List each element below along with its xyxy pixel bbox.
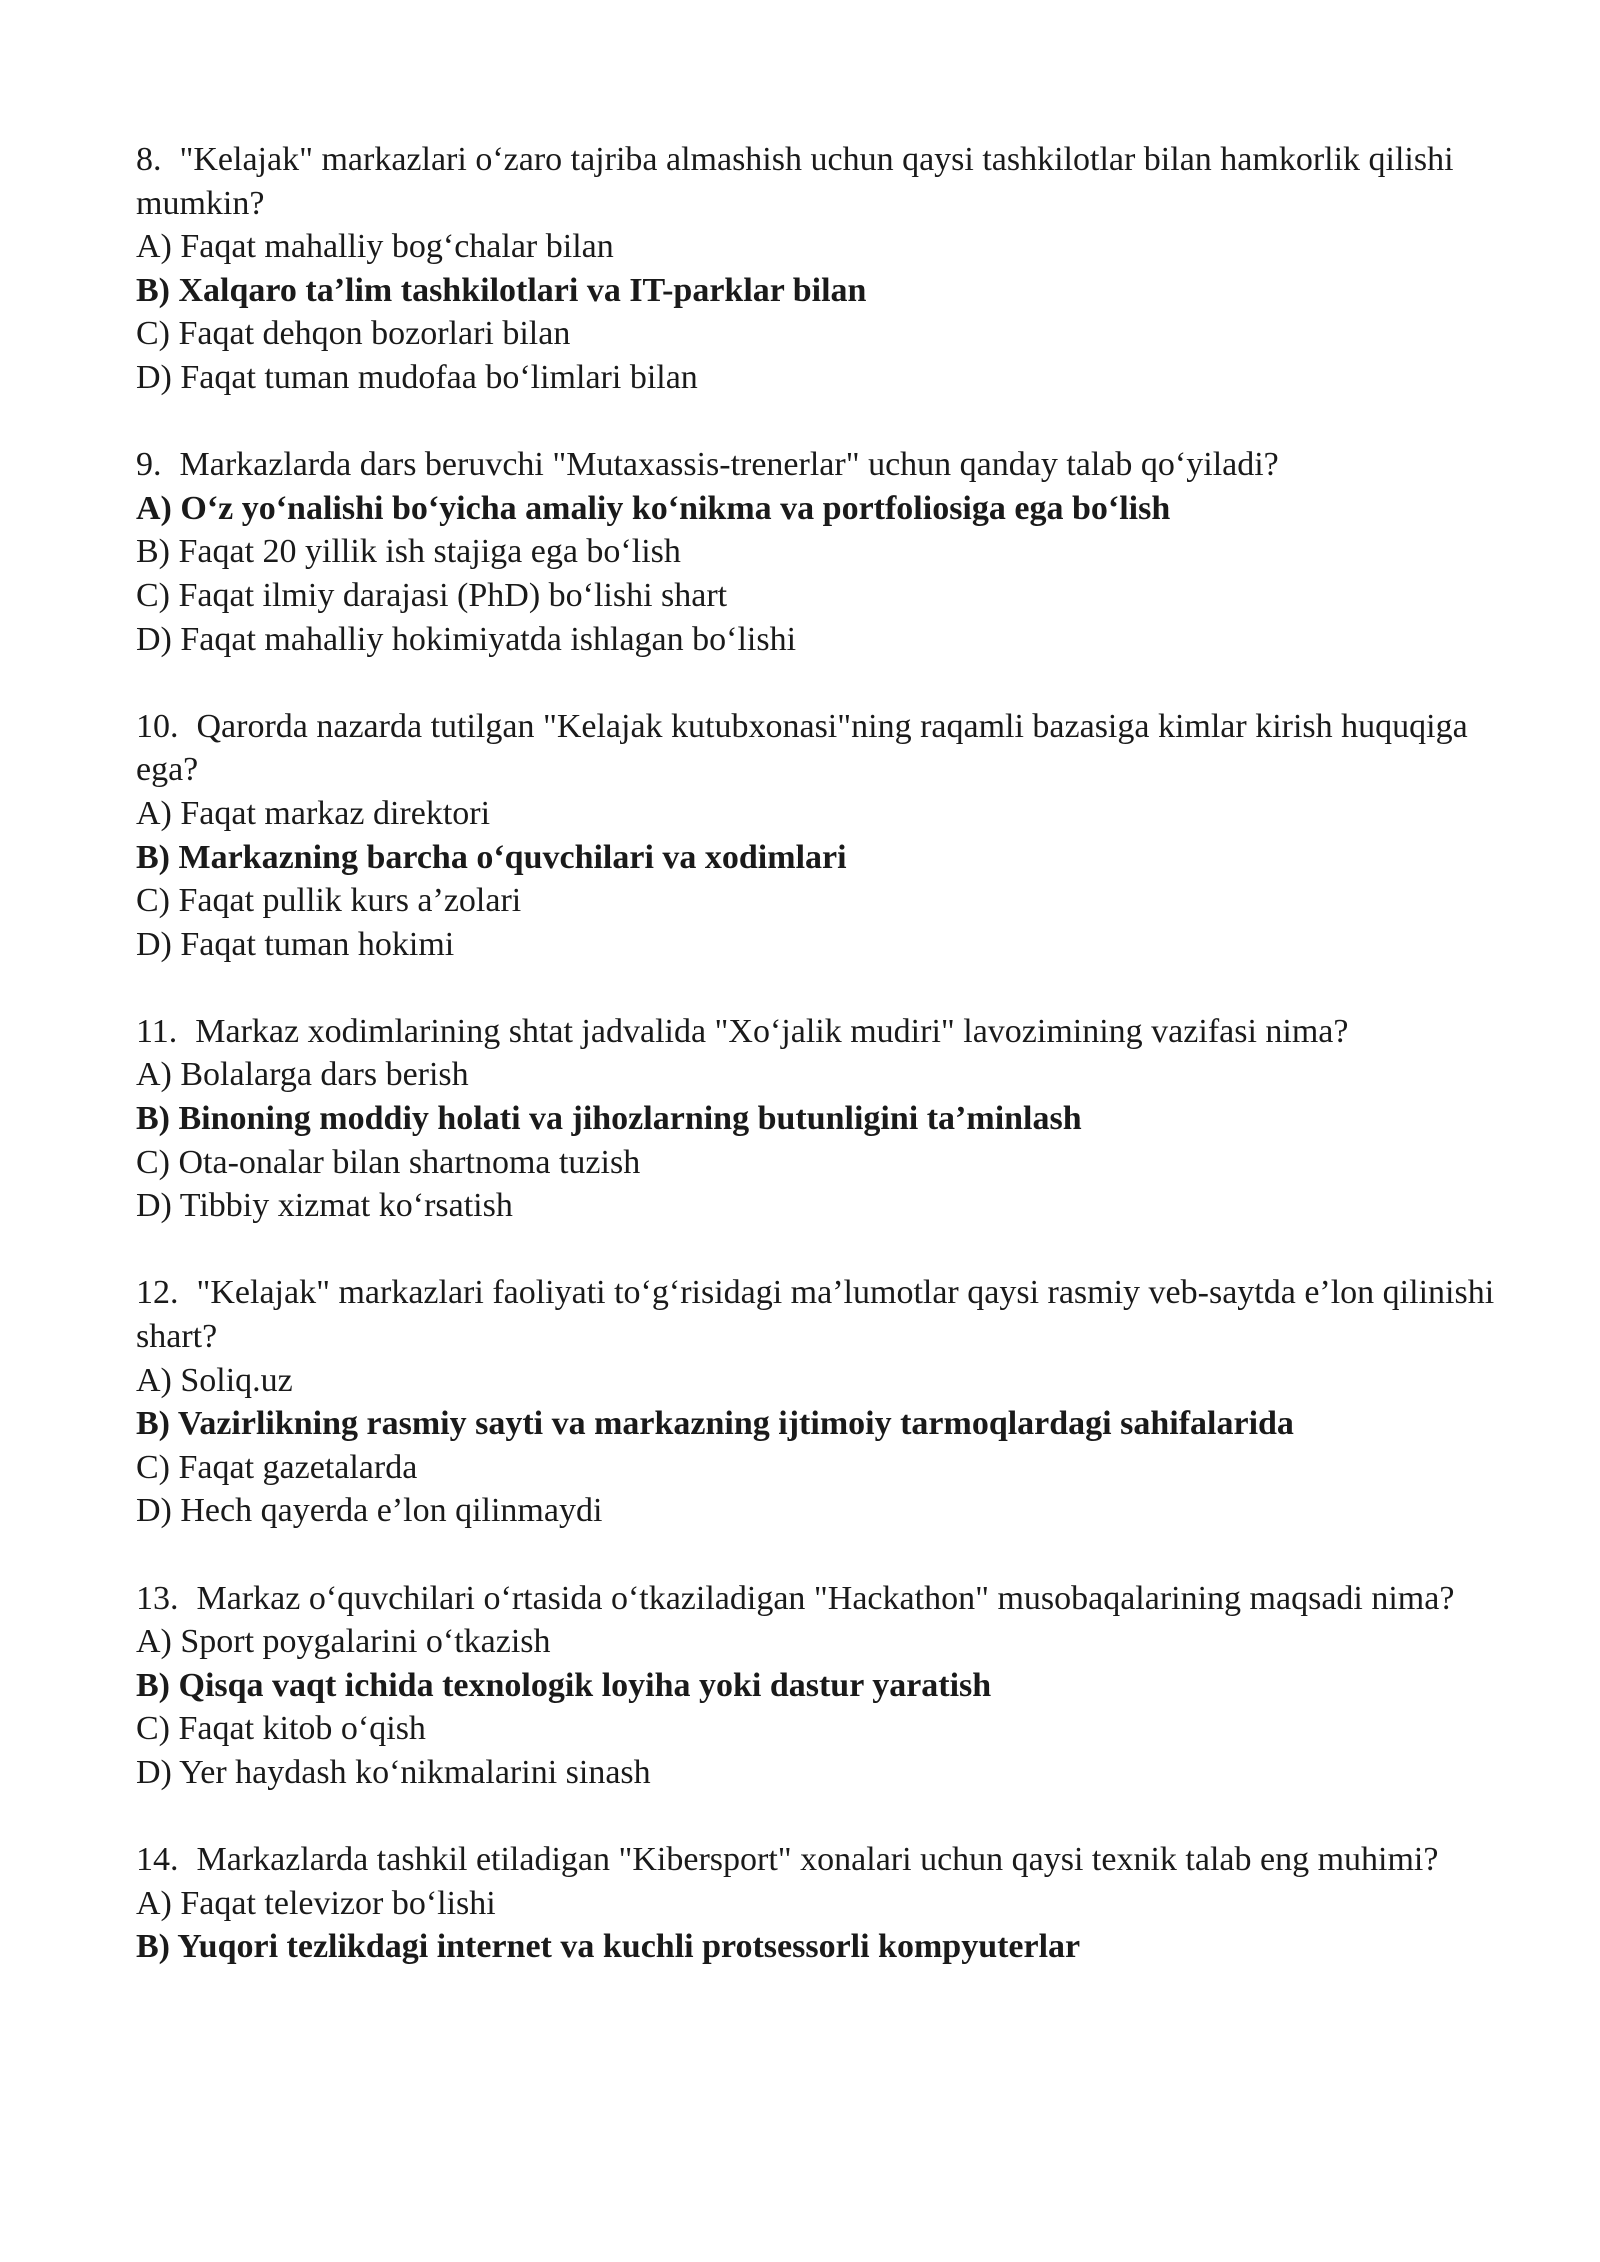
question-text: [136, 1577, 1516, 1621]
question-block: [136, 1838, 1516, 1969]
question-text: [136, 1271, 1516, 1358]
question-body: Markazlarda tashkil etiladigan "Kibersport" xonalari uchun qaysi texnik talab eng muhimi?: [196, 1841, 1439, 1879]
answer-option: B) Faqat 20 yillik ish stajiga ega bo‘lish: [136, 533, 681, 571]
question-body: Qarorda nazarda tutilgan "Kelajak kutubxonasi"ning raqamli bazasiga kimlar kirish huquqiga ega?: [136, 707, 1468, 789]
question-body: "Kelajak" markazlari o‘zaro tajriba almashish uchun qaysi tashkilotlar bilan hamkorlik qilishi mumkin?: [136, 141, 1454, 222]
answer-option: A) Sport poygalarini o‘tkazish: [136, 1623, 551, 1661]
question-block: [136, 1271, 1516, 1533]
question-number: 11.: [136, 1012, 178, 1050]
answer-option: A) Soliq.uz: [136, 1361, 293, 1399]
question-number: 13.: [136, 1579, 179, 1617]
question-body: Markazlarda dars beruvchi "Mutaxassis-trenerlar" uchun qanday talab qo‘yiladi?: [179, 446, 1279, 484]
question-number: 10.: [136, 707, 179, 745]
question-number: 14.: [136, 1841, 179, 1879]
answer-option: D) Tibbiy xizmat ko‘rsatish: [136, 1187, 513, 1225]
answer-option-correct: B) Markazning barcha o‘quvchilari va xodimlari: [136, 838, 847, 876]
question-body: Markaz o‘quvchilari o‘rtasida o‘tkaziladigan "Hackathon" musobaqalarining maqsadi nima?: [196, 1579, 1455, 1617]
question-block: [136, 443, 1516, 661]
answer-option: A) Faqat mahalliy bog‘chalar bilan: [136, 228, 614, 266]
question-number: 12.: [136, 1274, 179, 1312]
question-text: [136, 705, 1516, 792]
answer-option: D) Yer haydash ko‘nikmalarini sinash: [136, 1753, 651, 1791]
answer-option: D) Hech qayerda e’lon qilinmaydi: [136, 1492, 603, 1530]
question-body: "Kelajak" markazlari faoliyati to‘g‘risidagi ma’lumotlar qaysi rasmiy veb-saytda e’lon qilinishi shart?: [136, 1274, 1495, 1356]
answer-option: A) Bolalarga dars berish: [136, 1056, 469, 1094]
answer-option-correct: B) Binoning moddiy holati va jihozlarning butunligini ta’minlash: [136, 1100, 1082, 1138]
question-text: [136, 1838, 1516, 1882]
answer-option: C) Faqat gazetalarda: [136, 1448, 418, 1486]
question-text: [136, 138, 1516, 225]
question-text: [136, 443, 1516, 487]
question-block: [136, 705, 1516, 967]
question-body: Markaz xodimlarining shtat jadvalida "Xo‘jalik mudiri" lavozimining vazifasi nima?: [195, 1012, 1349, 1050]
answer-option: C) Faqat pullik kurs a’zolari: [136, 882, 522, 920]
answer-option-correct: B) Xalqaro ta’lim tashkilotlari va IT-parklar bilan: [136, 271, 867, 309]
answer-option: C) Faqat dehqon bozorlari bilan: [136, 315, 571, 353]
answer-option-correct: B) Vazirlikning rasmiy sayti va markazning ijtimoiy tarmoqlardagi sahifalarida: [136, 1405, 1294, 1443]
answer-option-correct: B) Yuqori tezlikdagi internet va kuchli protsessorli kompyuterlar: [136, 1928, 1081, 1966]
answer-option-correct: B) Qisqa vaqt ichida texnologik loyiha yoki dastur yaratish: [136, 1666, 992, 1704]
answer-option: A) Faqat markaz direktori: [136, 794, 491, 832]
question-number: 8.: [136, 141, 162, 178]
question-block: [136, 138, 1516, 400]
answer-option: D) Faqat tuman hokimi: [136, 925, 455, 963]
quiz-document: [136, 138, 1516, 2013]
answer-option: C) Faqat kitob o‘qish: [136, 1710, 426, 1748]
question-number: 9.: [136, 446, 162, 484]
answer-option: C) Ota-onalar bilan shartnoma tuzish: [136, 1143, 641, 1181]
answer-option: A) Faqat televizor bo‘lishi: [136, 1884, 496, 1922]
answer-option: C) Faqat ilmiy darajasi (PhD) bo‘lishi shart: [136, 576, 728, 614]
question-block: [136, 1010, 1516, 1228]
question-text: [136, 1010, 1516, 1054]
answer-option: D) Faqat mahalliy hokimiyatda ishlagan bo‘lishi: [136, 620, 797, 658]
question-block: [136, 1577, 1516, 1795]
answer-option: D) Faqat tuman mudofaa bo‘limlari bilan: [136, 358, 698, 396]
answer-option-correct: A) O‘z yo‘nalishi bo‘yicha amaliy ko‘nikma va portfoliosiga ega bo‘lish: [136, 489, 1171, 527]
